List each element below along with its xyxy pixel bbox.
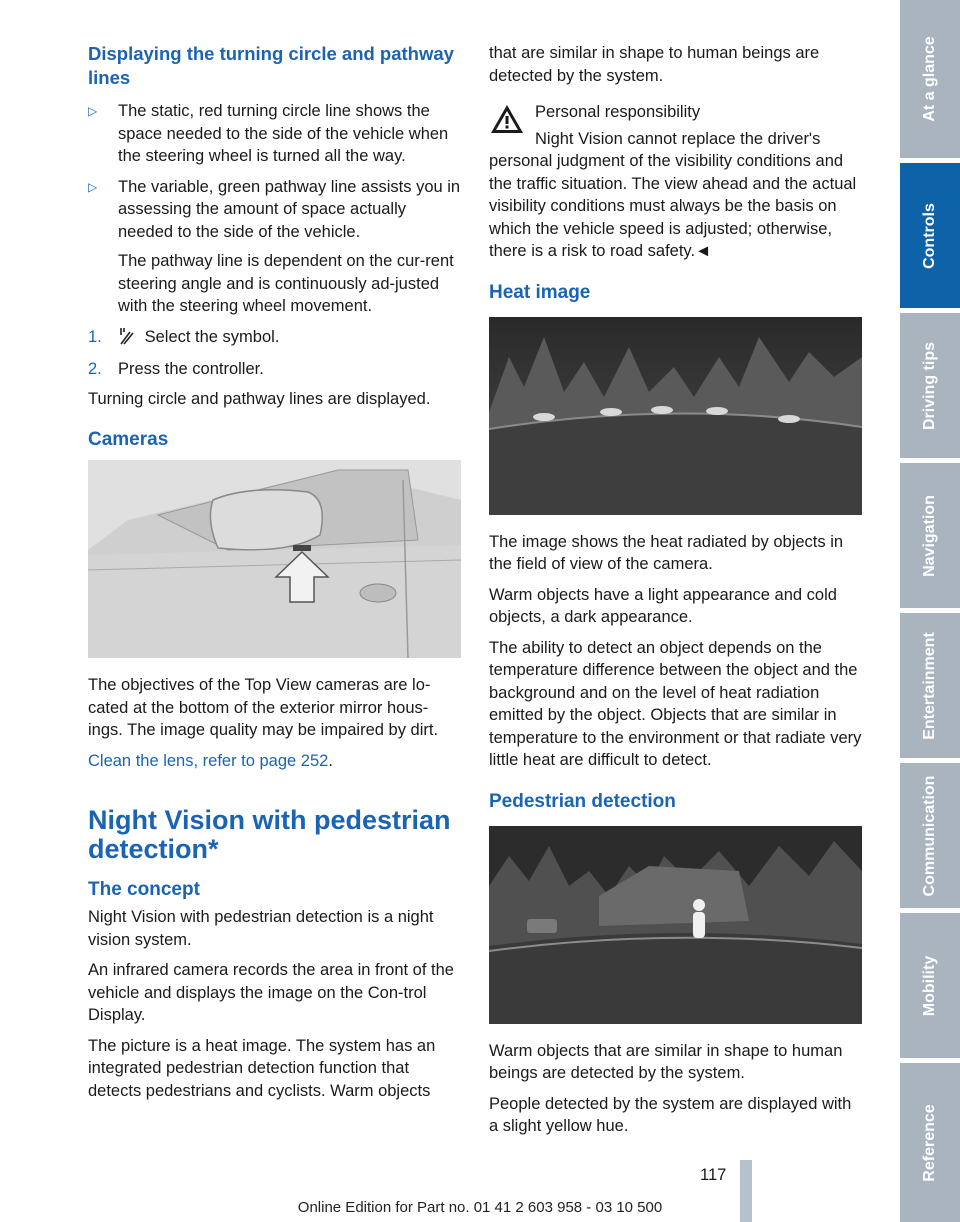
tab-label: Mobility	[921, 955, 938, 1016]
step-number: 1.	[88, 327, 102, 346]
cameras-heading: Cameras	[88, 429, 169, 450]
cameras-text: The objectives of the Top View cameras are lo-cated at the bottom of the exterior mirror hous-ings. The image quality may be impaired by dirt.	[88, 676, 439, 739]
clean-lens-link[interactable]: Clean the lens, refer to page 252	[88, 751, 329, 770]
step-text: Press the controller.	[118, 360, 264, 378]
bullet-text: The variable, green pathway line assists you in assessing the amount of space actually needed to the side of the vehicle.	[118, 177, 461, 241]
heat-paragraph: The ability to detect an object depends on the temperature difference between the object and the background and on the level of heat radiation emitted by the object. Objects that are similar in temperature to the environment or that radiate very little heat are difficult to detect.	[489, 638, 862, 769]
pedestrian-detection-illustration	[489, 826, 862, 1024]
tab-at-a-glance[interactable]	[900, 0, 960, 158]
warning-title: Personal responsibility	[535, 103, 701, 121]
heat-image-heading: Heat image	[489, 281, 591, 303]
steps-result-text: Turning circle and pathway lines are displayed.	[88, 389, 431, 408]
bullet-extra-text: The pathway line is dependent on the cur-rent steering angle and is continuously ad-justed with the steering wheel movement.	[118, 252, 454, 315]
bullet-item	[88, 176, 462, 318]
continued-text: that are similar in shape to human beings are detected by the system.	[489, 44, 820, 85]
tab-navigation[interactable]	[900, 463, 960, 608]
footer-text: Online Edition for Part no. 01 41 2 603 958 - 03 10 500	[297, 1199, 663, 1216]
concept-heading: The concept	[88, 879, 200, 900]
warning-text: Night Vision cannot replace the driver's personal judgment of the visibility conditions and the traffic situation. The view ahead and the actual visibility conditions must always be the basis on which the vehicle speed is adjusted; otherwise, there is a risk to road safety.◄	[489, 129, 857, 260]
bullet-marker: ▷	[88, 104, 98, 118]
tab-label: At a glance	[921, 36, 938, 122]
link-period: .	[328, 751, 333, 770]
step-item	[88, 358, 462, 381]
tab-label: Navigation	[921, 494, 938, 577]
camera-mirror-illustration	[88, 460, 461, 658]
tab-mobility[interactable]	[900, 913, 960, 1058]
pedestrian-detection-heading: Pedestrian detection	[489, 790, 676, 812]
warning-triangle-icon	[489, 103, 525, 135]
tab-label: Reference	[921, 1103, 938, 1182]
bullet-text: The static, red turning circle line shows the space needed to the side of the vehicle when the steering wheel is turned all the way.	[118, 102, 449, 165]
page-number: 117	[700, 1166, 727, 1184]
heat-paragraph: Warm objects have a light appearance and cold objects, a dark appearance.	[489, 585, 837, 626]
night-vision-heading: Night Vision with pedestrian detection*	[88, 805, 451, 864]
heat-paragraph: The image shows the heat radiated by objects in the field of view of the camera.	[489, 532, 844, 573]
step-item	[88, 326, 462, 352]
turning-circle-heading: Displaying the turning circle and pathway lines	[88, 43, 454, 88]
warning-box	[489, 101, 863, 124]
tab-communication[interactable]	[900, 763, 960, 908]
tab-label: Driving tips	[921, 341, 938, 430]
concept-paragraph: Night Vision with pedestrian detection is a night vision system.	[88, 908, 434, 949]
tab-label: Communication	[921, 775, 938, 896]
tab-driving-tips[interactable]	[900, 313, 960, 458]
tab-label: Controls	[921, 202, 938, 269]
bullet-marker: ▷	[88, 179, 98, 194]
tab-label: Entertainment	[921, 631, 938, 740]
concept-paragraph: An infrared camera records the area in front of the vehicle and displays the image on the Con-trol Display.	[88, 961, 454, 1024]
pathway-symbol-icon	[118, 327, 134, 352]
step-text: Select the symbol.	[144, 327, 280, 346]
right-column	[489, 42, 863, 1146]
bullet-item	[88, 100, 462, 168]
pedestrian-paragraph: Warm objects that are similar in shape to human beings are detected by the system.	[489, 1041, 843, 1082]
left-column	[88, 42, 462, 1110]
tab-controls[interactable]	[900, 163, 960, 308]
heat-image-illustration	[489, 317, 862, 515]
pedestrian-paragraph: People detected by the system are displayed with a slight yellow hue.	[489, 1094, 852, 1135]
concept-paragraph: The picture is a heat image. The system has an integrated pedestrian detection function that detects pedestrians and cyclists. Warm objects	[88, 1036, 436, 1100]
tab-entertainment[interactable]	[900, 613, 960, 758]
step-number: 2.	[88, 360, 102, 378]
chapter-sidebar	[900, 0, 960, 1222]
